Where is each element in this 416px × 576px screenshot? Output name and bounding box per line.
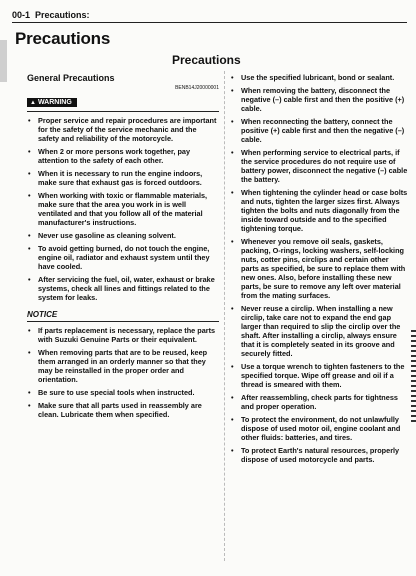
list-item-text: When tightening the cylinder head or case bolts and nuts, tighten the larger sizes first. Always tighten the bolts and nuts diagonally from the inside toward outside and to the specified tightening torque. [241,188,408,233]
list-item-text: Use a torque wrench to tighten fasteners to the specified torque. Wipe off grease and oil if a thread is smeared with them. [241,362,405,389]
page-title: Precautions [15,29,111,48]
list-item [230,188,408,233]
right-precautions-list [230,73,408,464]
bullet-icon: • [28,191,31,200]
list-item [230,446,408,464]
list-item [27,326,219,344]
bullet-icon: • [28,116,31,125]
list-item [230,237,408,300]
warning-triangle-icon: ▲ [30,100,36,106]
bullet-icon: • [231,86,234,95]
list-item-text: Make sure that all parts used in reassembly are clean. Lubricate them when specified. [38,401,202,419]
bullet-icon: • [28,388,31,397]
column-divider [224,71,225,561]
list-item [27,116,219,143]
bullet-icon: • [28,401,31,410]
reference-code: BENB14J20000001 [175,85,219,91]
list-item-text: When it is necessary to run the engine indoors, make sure that exhaust gas is forced outdoors. [38,169,203,187]
left-column [27,73,219,419]
header-section-ref: 00-1 [12,10,31,20]
warning-list [27,116,219,302]
section-title: Precautions [172,53,241,67]
list-item-text: To avoid getting burned, do not touch the engine, engine oil, radiator and exhaust system until they have cooled. [38,244,210,271]
list-item-text: After reassembling, check parts for tightness and proper operation. [241,393,398,411]
list-item-text: After servicing the fuel, oil, water, exhaust or brake systems, check all lines and fittings related to the system for leaks. [38,275,215,302]
bullet-icon: • [231,148,234,157]
edge-binding-marks [411,330,416,422]
header-title: Precautions: [35,10,90,20]
bullet-icon: • [28,231,31,240]
bullet-icon: • [231,304,234,313]
bullet-icon: • [231,237,234,246]
bullet-icon: • [28,244,31,253]
list-item [230,73,408,82]
header-rule [12,22,407,23]
edge-tab-marker [0,40,7,82]
list-item-text: Never use gasoline as cleaning solvent. [38,231,176,240]
notice-label: NOTICE [27,310,58,319]
bullet-icon: • [28,348,31,357]
bullet-icon: • [231,188,234,197]
bullet-icon: • [231,393,234,402]
list-item-text: When working with toxic or flammable materials, make sure that the area you work in is well ventilated and that you follow all of the material manufacturer's instructions. [38,191,208,227]
list-item-text: When performing service to electrical parts, if the service procedures do not require use of battery power, disconnect the negative (–) cable the battery. [241,148,408,184]
list-item [230,393,408,411]
right-column [230,73,408,464]
bullet-icon: • [28,326,31,335]
warning-label: WARNING [37,99,72,106]
list-item [230,86,408,113]
list-item [230,148,408,184]
list-item-text: To protect Earth's natural resources, properly dispose of used motorcycle and parts. [241,446,400,464]
list-item-text: When removing the battery, disconnect the negative (–) cable first and then the positive (+) cable. [241,86,405,113]
list-item [27,191,219,227]
list-item-text: Use the specified lubricant, bond or sealant. [241,73,395,82]
bullet-icon: • [28,169,31,178]
general-precautions-heading: General Precautions [27,73,115,83]
list-item [27,231,219,240]
page-header [12,10,407,20]
list-item [27,348,219,384]
list-item [27,401,219,419]
notice-rule [27,321,219,322]
list-item [27,275,219,302]
list-item-text: Be sure to use special tools when instructed. [38,388,195,397]
warning-badge [27,98,77,107]
list-item-text: Proper service and repair procedures are important for the safety of the service mechanic and the safety and reliability of the motorcycle. [38,116,217,143]
bullet-icon: • [231,73,234,82]
list-item [230,304,408,358]
list-item [27,244,219,271]
list-item [230,362,408,389]
list-item-text: Never reuse a circlip. When installing a new circlip, take care not to expand the end gap larger than required to slip the circlip over the shaft. After installing a circlip, always ensure that it is completely seated in its groove and securely fitted. [241,304,401,358]
bullet-icon: • [231,415,234,424]
list-item-text: If parts replacement is necessary, replace the parts with Suzuki Genuine Parts or their equivalent. [38,326,216,344]
bullet-icon: • [28,147,31,156]
list-item [27,169,219,187]
list-item-text: When removing parts that are to be reused, keep them arranged in an orderly manner so that they may be reinstalled in the proper order and orientation. [38,348,208,384]
list-item-text: When 2 or more persons work together, pay attention to the safety of each other. [38,147,191,165]
list-item [230,117,408,144]
notice-list [27,326,219,419]
bullet-icon: • [231,117,234,126]
warning-rule [27,111,219,112]
bullet-icon: • [28,275,31,284]
list-item [27,147,219,165]
list-item-text: When reconnecting the battery, connect the positive (+) cable first and then the negative (–) cable. [241,117,405,144]
list-item-text: Whenever you remove oil seals, gaskets, packing, O-rings, locking washers, self-locking nuts, cotter pins, circlips and certain other parts as specified, be sure to replace them with new ones. Also, before installing these new parts, be sure to remove any left over material from the mating surfaces. [241,237,406,300]
list-item [27,388,219,397]
list-item [230,415,408,442]
bullet-icon: • [231,446,234,455]
bullet-icon: • [231,362,234,371]
list-item-text: To protect the environment, do not unlawfully dispose of used motor oil, engine coolant and other fluids: batteries, and tires. [241,415,401,442]
